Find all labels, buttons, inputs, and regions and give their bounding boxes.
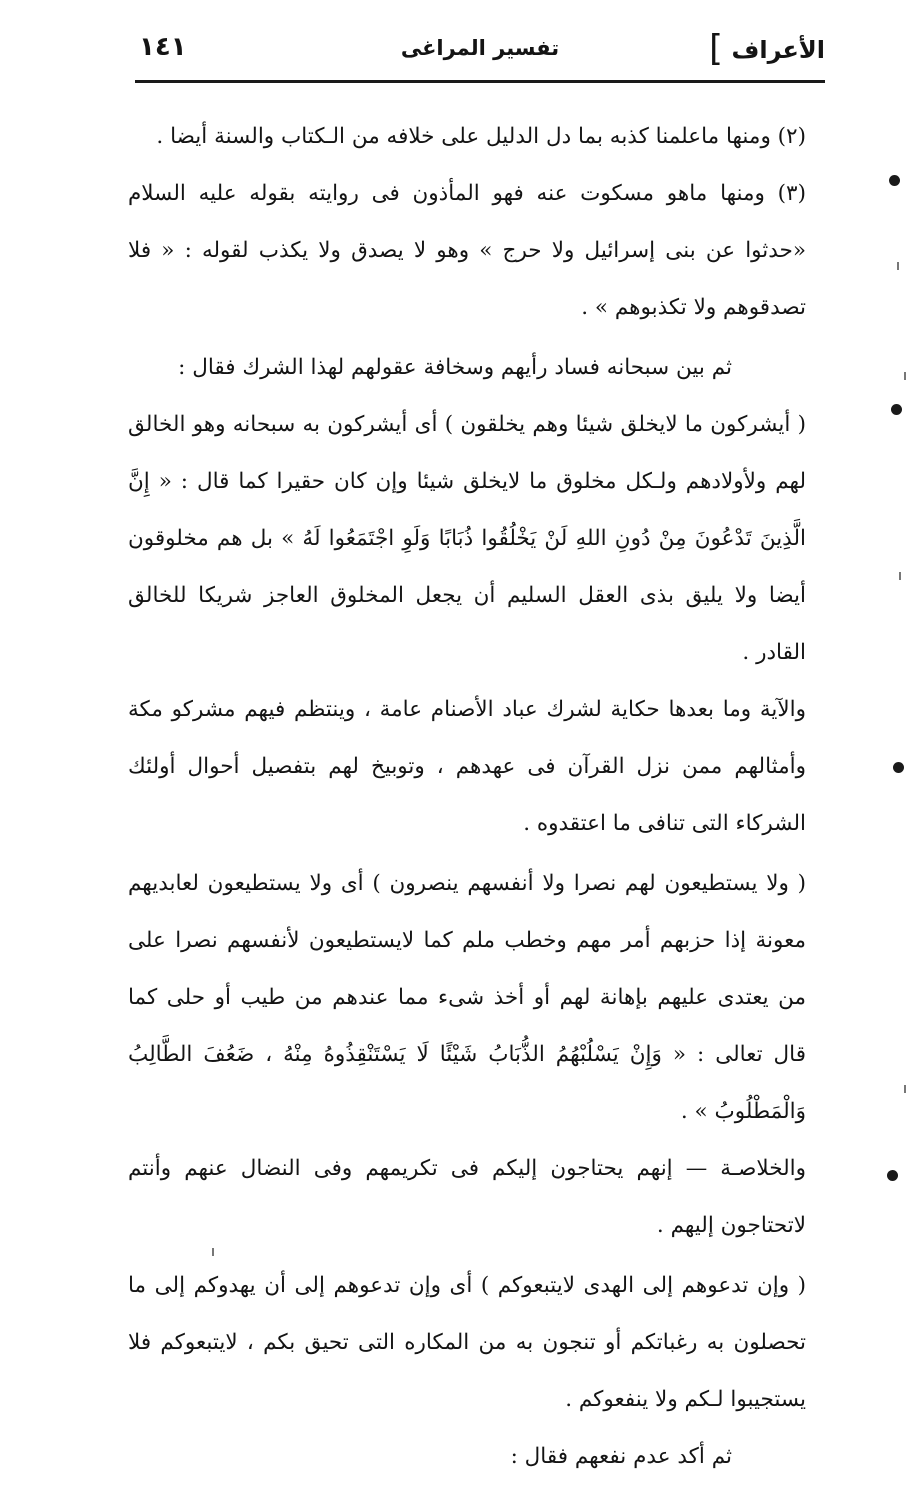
paragraph: ( وإن تدعوهم إلى الهدى لايتبعوكم ) أى وإن تدعوهم إلى أن يهدوكم إلى ما تحصلون به رغباتكم أو تنجون به من المكاره التى تحيق بكم ، لايتبعوكم فلا يستجيبوا لـكم ولا ينفعوكم . [128,1273,806,1412]
scan-mark [904,1085,906,1093]
scan-mark [904,372,906,380]
surah-name: الأعراف [731,36,825,64]
paragraph: والآية وما بعدها حكاية لشرك عباد الأصنام عامة ، وينتظم فيهم مشركو مكة وأمثالهم ممن نزل القرآن فى عهدهم ، وتوبيخ لهم بتفصيل أحوال أولئك الشركاء التى تنافى ما اعتقدوه . [128,697,806,836]
page-number: ١٤١ [139,32,187,62]
scan-mark [212,1248,214,1256]
book-title: تفسير المراغى [400,36,560,60]
paragraph: (٢) ومنها ماعلمنا كذبه بما دل الدليل على خلافه من الـكتاب والسنة أيضا . [156,124,806,149]
scan-mark [899,572,901,580]
paragraph: والخلاصـة — إنهم يحتاجون إليكم فى تكريمهم وفى النضال عنهم وأنتم لاتحتاجون إليهم . [128,1156,806,1238]
scan-speck [889,175,900,186]
paragraph: ( ولا يستطيعون لهم نصرا ولا أنفسهم ينصرون ) أى ولا يستطيعون لعابديهم معونة إذا حزبهم أمر مهم وخطب ملم كما لايستطيعون لأنفسهم نصرا على من يعتدى عليهم بإهانة لهم أو أخذ شىء مما عندهم من طيب أو حلى كما قال تعالى : « وَإِنْ يَسْلُبْهُمُ الذُّبَابُ شَيْئًا لَا يَسْتَنْقِذُوهُ مِنْهُ ، ضَعُفَ الطَّالِبُ وَالْمَطْلُوبُ » . [128,871,806,1124]
header-rule [135,80,825,83]
paragraph: ثم بين سبحانه فساد رأيهم وسخافة عقولهم لهذا الشرك فقال : [178,355,732,380]
page-body [128,108,832,1485]
scan-speck [887,1170,898,1181]
scan-speck [891,404,902,415]
paragraph: ثم أكد عدم نفعهم فقال : [510,1444,732,1469]
paragraph: ( أيشركون ما لايخلق شيئا وهم يخلقون ) أى أيشركون به سبحانه وهو الخالق لهم ولأولادهم ولـكل مخلوق ما لايخلق شيئا وإن كان حقيرا كما قال : « إِنَّ الَّذِينَ تَدْعُونَ مِنْ دُونِ اللهِ لَنْ يَخْلُقُوا ذُبَابًا وَلَوِ اجْتَمَعُوا لَهُ » بل هم مخلوقون أيضا ولا يليق بذى العقل السليم أن يجعل المخلوق العاجز شريكا للخالق القادر . [128,412,806,665]
header-bracket: ] [708,28,723,69]
scan-mark [897,262,899,270]
page-header [135,30,825,74]
scan-speck [893,762,904,773]
paragraph: (٣) ومنها ماهو مسكوت عنه فهو المأذون فى روايته بقوله عليه السلام «حدثوا عن بنى إسرائيل ولا حرج » وهو لا يصدق ولا يكذب لقوله : « فلا تصدقوهم ولا تكذبوهم » . [128,181,806,320]
